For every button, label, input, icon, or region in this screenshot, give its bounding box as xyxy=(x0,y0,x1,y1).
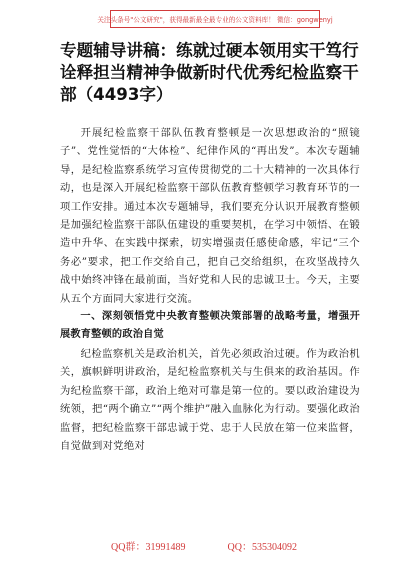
header-banner xyxy=(97,10,333,28)
body-paragraph: 开展纪检监察干部队伍教育整顿是一次思想政治的“照镜子”、党性觉悟的“大体检”、纪律作风的“再出发”。本次专题辅导，是纪检监察系统学习宣传贯彻党的二十大精神的一次具体行动，也是深入开展纪检监察干部队伍教育整顿学习教育环节的一项工作安排。通过本次专题辅导，我们要充分认识开展教育整顿是加强纪检监察干部队伍建设的重要契机，在学习中领悟、在锻造中升华、在实践中探索，切实增强责任感使命感，牢记“三个务必”要求，把工作交给自己，把自己交给组织，在攻坚战持久战中始终冲锋在最前面，当好党和人民的忠诚卫士。今天，主要从五个方面同大家进行交流。 xyxy=(60,127,360,305)
footer-qq: QQ：535304092 xyxy=(227,542,297,553)
header-banner-text: 关注头条号"公文研究"，获得最新最全最专业的公文资料库！ 微信：gongwenyj xyxy=(97,16,333,24)
document-body xyxy=(60,124,360,455)
footer xyxy=(0,538,408,554)
document-title: 专题辅导讲稿：练就过硬本领用实干笃行诠释担当精神争做新时代优秀纪检监察干部（4493字） xyxy=(60,41,359,104)
body-paragraph: 纪检监察机关是政治机关，首先必须政治过硬。作为政治机关，旗帜鲜明讲政治，是纪检监察机关与生俱来的政治基因。作为纪检监察干部，政治上绝对可靠是第一位的。要以政治建设为统领，把“两个确立”“两个维护”融入血脉化为行动。要强化政治监督，把纪检监察干部忠诚于党、忠于人民放在第一位来监督，自觉做到对党绝对 xyxy=(60,347,360,452)
section-heading: 一、深刻领悟党中央教育整顿决策部署的战略考量，增强开展教育整顿的政治自觉 xyxy=(60,311,360,341)
footer-qq-group: QQ群：31991489 xyxy=(111,542,186,553)
